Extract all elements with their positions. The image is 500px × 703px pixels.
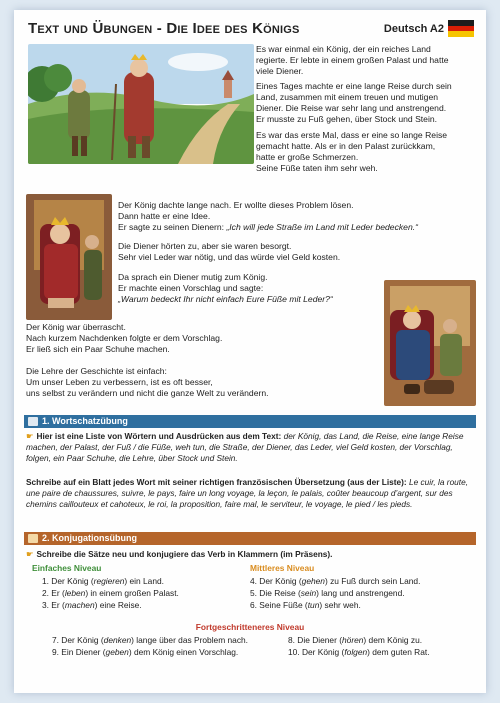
list-item: 5. Die Reise (sein) lang und anstrengend. [250,588,405,598]
list-item: 8. Die Diener (hören) dem König zu. [288,635,423,645]
vocabulary-translation-task: Schreibe auf ein Blatt jedes Wort mit seiner richtigen französischen Übersetzung (aus der Liste): Le cuir, la route, une paire de chaussures, suivre, le pays, faire un long voyage, la leçon, le palais, coûter beaucoup d’argent, sur des chemins caillouteux et cahoteux, le roi, la proposition, faire mal, le serviteur, le voyage, le pied / les pieds. [26,477,469,509]
page-header [28,18,474,42]
list-item: 10. Der König (folgen) dem guten Rat. [288,647,430,657]
story-illustration-throne [26,194,112,320]
pointing-hand-icon: ☛ [26,549,34,559]
story-illustration-journey [28,44,254,164]
story-paragraph-7: Der König war überrascht. Nach kurzem Nachdenken folgte er dem Vorschlag. Er ließ sich ein Paar Schuhe machen. [26,322,223,354]
story-paragraph-5: Die Diener hörten zu, aber sie waren besorgt. Sehr viel Leder war nötig, und das würde viel Geld kosten. [118,241,341,262]
story-paragraph-2: Eines Tages machte er eine lange Reise durch sein Land, zusammen mit einem treuen und mutigen Diener. Die Reise war sehr lang und anstrengend. Er musste zu Fuß gehen, über Stock und Stein. [256,81,452,124]
section-1-header: 1. Wortschatzübung [24,415,476,428]
list-item: 3. Er (machen) eine Reise. [42,600,142,610]
language-badge: Deutsch A2 [383,23,444,35]
story-paragraph-3: Es war das erste Mal, dass er eine so lange Reise gemacht hatte. Als er in den Palast zurückkam, hatte er große Schmerzen. Seine Füße taten ihm sehr weh. [256,130,448,173]
mid-sentence-list [250,575,420,611]
page-title: Text und Übungen - Die Idee des Königs [28,20,300,37]
list-item: 6. Seine Füße (tun) sehr weh. [250,600,361,610]
list-item: 1. Der König (regieren) ein Land. [42,576,164,586]
list-item: 7. Der König (denken) lange über das Problem nach. [52,635,249,645]
story-paragraph-4: Der König dachte lange nach. Er wollte dieses Problem lösen. Dann hatte er eine Idee. Er sagte zu seinen Dienern: „Ich will jede Straße im Land mit Leder bedecken.“ [118,200,418,232]
story-paragraph-8: Die Lehre der Geschichte ist einfach: Um unser Leben zu verbessern, ist es oft besser, uns selbst zu verändern und nicht die ganze Welt zu verändern. [26,366,269,398]
level-easy-label: Einfaches Niveau [32,563,102,573]
advanced-sentence-list-left [52,634,248,658]
story-paragraph-6: Da sprach ein Diener mutig zum König. Er machte einen Vorschlag und sagte: „Warum bedeckt Ihr nicht einfach Eure Füße mit Leder?“ [118,272,333,304]
list-item: 2. Er (leben) in einem großen Palast. [42,588,179,598]
advanced-sentence-list-right [288,634,430,658]
story-illustration-shoes [384,280,476,406]
list-item: 4. Der König (gehen) zu Fuß durch sein Land. [250,576,421,586]
easy-sentence-list [42,575,179,611]
pencil-icon [28,534,38,543]
level-advanced-label: Fortgeschritteneres Niveau [195,622,305,632]
story-paragraph-1: Es war einmal ein König, der ein reiches Land regierte. Er lebte in einem großen Palast und hatte viele Diener. [256,44,449,76]
level-mid-label: Mittleres Niveau [250,563,315,573]
conjugation-task: ☛ Schreibe die Sätze neu und konjugiere das Verb in Klammern (im Präsens). [26,549,333,559]
list-item: 9. Ein Diener (geben) dem König einen Vorschlag. [52,647,239,657]
section-2-header: 2. Konjugationsübung [24,532,476,545]
german-flag-icon [448,20,474,37]
worksheet-page [14,10,486,693]
pointing-hand-icon: ☛ [26,431,34,441]
book-icon [28,417,38,426]
vocabulary-word-list: ☛ Hier ist eine Liste von Wörtern und Ausdrücken aus dem Text: der König, das Land, die Reise, eine lange Reise machen, der Palast, der Fuß / die Füße, weh tun, die Straße, der Diener, das Leder, viel Geld kosten, der Vorschlag, folgen, ein Paar Schuhe, die Lehre, über Stock und Stein. [26,431,464,463]
